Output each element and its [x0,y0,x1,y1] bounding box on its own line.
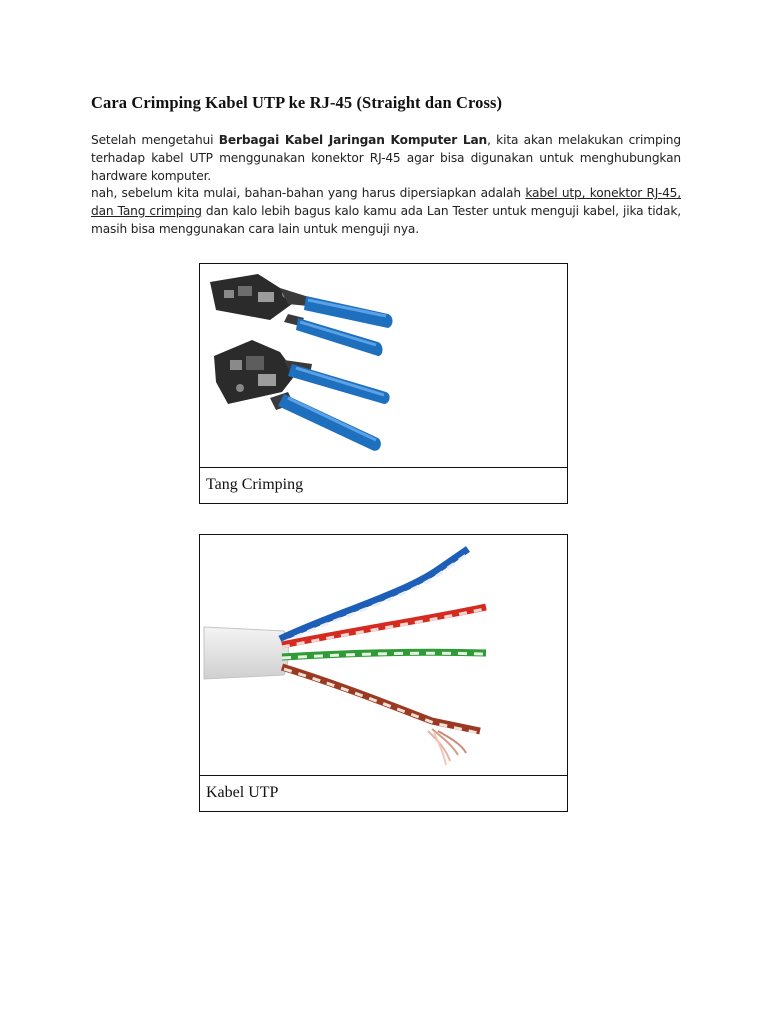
materials-link[interactable]: kabel utp, konektor RJ-45, dan Tang crimping [91,186,681,219]
figure-caption: Tang Crimping [206,476,304,493]
page-title: Cara Crimping Kabel UTP ke RJ-45 (Straight dan Cross) [91,93,503,112]
caption-row [200,775,567,811]
intro-text: Setelah mengetahui [91,133,219,147]
paragraph-intro [91,132,681,185]
figure-caption: Kabel UTP [206,784,279,801]
materials-text: nah, sebelum kita mulai, bahan-bahan yang harus dipersiapkan adalah [91,186,526,201]
intro-text-continued: , kita akan melakukan crimping terhadap kabel UTP menggunakan konektor RJ-45 agar bisa digunakan untuk menghubungkan hardware komputer. [91,133,681,183]
article-body [91,132,681,239]
crimping-tool-image [200,264,567,469]
figure-utp-cable [199,534,568,812]
materials-text-continued: dan kalo lebih bagus kalo kamu ada Lan Tester untuk menguji kabel, jika tidak, masih bisa menggunakan cara lain untuk menguji nya. [91,204,681,236]
utp-cable-image [200,535,567,777]
figure-crimping-tool [199,263,568,504]
paragraph-materials [91,185,681,238]
caption-row [200,467,567,503]
related-article-title: Berbagai Kabel Jaringan Komputer Lan [218,133,488,147]
